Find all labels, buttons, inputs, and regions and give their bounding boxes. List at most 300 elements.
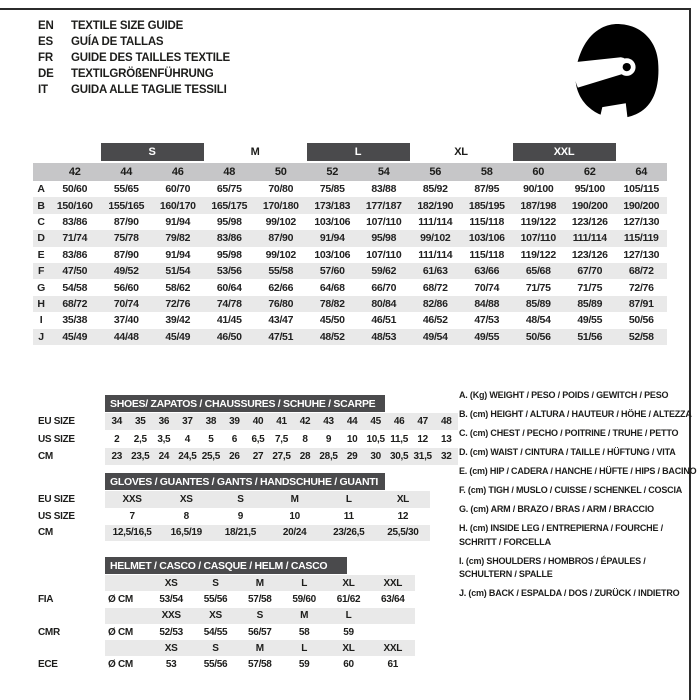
shoes-value: 25,5 [199,448,223,465]
size-header-46: 46 [152,163,204,181]
language-row-de [38,66,230,82]
size-value: 103/106 [461,230,513,246]
shoes-value: 2,5 [133,433,147,445]
size-value: 35/38 [62,314,88,327]
size-value: 78/82 [307,296,359,312]
size-value: 99/102 [410,230,462,246]
size-header-64: 64 [616,163,668,181]
size-band-l: L [307,143,410,161]
helmet-value: 61/62 [336,593,361,605]
shoes-row-label: EU SIZE [38,416,75,428]
size-value: 165/175 [204,197,256,213]
legend-item-a: A. (Kg) WEIGHT / PESO / POIDS / GEWITCH / PESO [459,390,669,400]
size-header-54: 54 [358,163,410,181]
size-value: 123/126 [571,215,608,228]
size-value: 95/98 [358,230,410,246]
size-value: 55/65 [113,183,139,196]
shoes-value: 31,5 [411,448,435,465]
shoes-value: 37 [176,413,200,430]
size-value: 55/58 [255,263,307,279]
size-value: 53/56 [204,263,256,279]
shoes-value: 47 [411,413,435,430]
gloves-value: 11 [343,510,354,522]
helmet-value: 53 [165,659,177,671]
guide-title: GUIDA ALLE TAGLIE TESSILI [71,84,227,96]
racing-helmet-icon [572,22,660,120]
helmet-value: 61 [387,659,399,671]
gloves-value: XL [376,491,430,508]
size-value: 48/53 [358,329,410,345]
gloves-value: XS [159,491,213,508]
size-value: 75/78 [101,230,153,246]
size-value: 87/90 [113,248,139,261]
size-value: 123/126 [571,248,608,261]
shoes-value: 24 [152,448,176,465]
shoes-value: 10,5 [366,433,385,445]
language-row-fr [38,50,230,66]
size-value: 127/130 [623,248,660,261]
shoes-value: 26 [223,448,247,465]
helmet-size-table [38,557,415,673]
size-value: 85/89 [564,296,616,312]
gloves-value: 8 [183,510,189,522]
helmet-size-header: XXL [371,575,415,591]
size-value: 49/54 [410,329,462,345]
size-value: 66/70 [371,281,397,294]
legend-item-b: B. (cm) HEIGHT / ALTURA / HAUTEUR / HÖHE / ALTEZZA [459,409,692,419]
legend-item-f: F. (cm) TIGH / MUSLO / CUISSE / SCHENKEL / COSCIA [459,485,683,495]
gloves-value: L [322,491,376,508]
row-letter-g: G [37,281,45,294]
shoes-value: 35 [129,413,153,430]
shoes-value: 4 [184,433,190,445]
shoes-value: 11,5 [390,433,409,445]
shoes-value: 27,5 [270,448,294,465]
size-value: 87/95 [474,183,500,196]
helmet-size-header: S [238,608,282,624]
size-value: 72/76 [628,281,654,294]
shoes-title: SHOES/ ZAPATOS / CHAUSSURES / SCHUHE / SCARPE [105,395,385,412]
helmet-value: 57/58 [248,593,272,605]
size-value: 95/100 [574,183,605,196]
size-value: 90/100 [523,183,554,196]
shoes-value: 6,5 [251,433,265,445]
size-header-44: 44 [101,163,153,181]
shoes-size-table [38,395,458,465]
size-value: 50/56 [513,329,565,345]
shoes-value: 2 [114,433,120,445]
gloves-value: XXS [105,491,159,508]
helmet-unit-label: Ø CM [108,626,133,638]
size-value: 46/50 [204,329,256,345]
helmet-label-spacer [38,557,105,575]
size-value: 99/102 [265,248,296,261]
size-value: 79/82 [152,230,204,246]
size-band-xxl: XXL [513,143,616,161]
size-value: 65/68 [513,263,565,279]
size-header-60: 60 [513,163,565,181]
size-value: 60/70 [165,183,191,196]
helmet-value: 56/57 [248,626,272,638]
guide-title: TEXTILE SIZE GUIDE [71,20,184,32]
helmet-header-spacer [38,575,105,591]
size-value: 47/51 [255,329,307,345]
shoes-value: 5 [208,433,214,445]
size-value: 83/86 [204,230,256,246]
size-value: 45/50 [319,314,345,327]
guide-title: GUIDE DES TAILLES TEXTILE [71,52,230,64]
row-letter-f: F [33,263,49,279]
language-row-en [38,18,230,34]
gloves-title: GLOVES / GUANTES / GANTS / HANDSCHUHE / GUANTI [105,473,385,490]
shoes-value: 34 [105,413,129,430]
size-value: 173/183 [307,197,359,213]
size-value: 190/200 [616,197,668,213]
shoes-value: 41 [270,413,294,430]
size-value: 46/51 [371,314,397,327]
legend-item-e: E. (cm) HIP / CADERA / HANCHE / HÜFTE / HIPS / BACINO [459,466,697,476]
size-value: 91/94 [165,248,191,261]
legend-item-d: D. (cm) WAIST / CINTURA / TAILLE / HÜFTUNG / VITA [459,447,676,457]
size-value: 68/72 [422,281,448,294]
gloves-value: 23/26,5 [322,525,376,542]
legend-item-j: J. (cm) BACK / ESPALDA / DOS / ZURÜCK / INDIETRO [459,588,680,598]
language-code: IT [38,84,48,96]
shoes-value: 23 [105,448,129,465]
shoes-value: 29 [340,448,364,465]
measurement-legend [459,389,697,606]
helmet-size-header: M [238,640,282,656]
size-value: 83/86 [62,248,88,261]
size-value: 83/86 [62,215,88,228]
legend-item-c: C. (cm) CHEST / PECHO / POITRINE / TRUHE / PETTO [459,428,679,438]
shoes-value: 43 [317,413,341,430]
shoes-value: 48 [434,413,458,430]
size-value: 67/70 [564,263,616,279]
helmet-value: 53/54 [159,593,183,605]
row-letter-i: I [39,314,43,327]
size-value: 84/88 [461,296,513,312]
helmet-size-header: S [193,640,237,656]
textile-size-table [33,143,667,345]
size-value: 52/58 [616,329,668,345]
shoes-value: 39 [223,413,247,430]
size-value: 56/60 [113,281,139,294]
size-value: 182/190 [410,197,462,213]
gloves-row-label: US SIZE [38,510,75,522]
size-header-62: 62 [564,163,616,181]
helmet-size-header: L [326,608,370,624]
size-value: 71/74 [49,230,101,246]
size-band-m: M [250,146,260,158]
size-value: 60/64 [216,281,242,294]
size-value: 45/49 [49,329,101,345]
size-value: 50/56 [628,314,654,327]
shoes-value: 24,5 [176,448,200,465]
helmet-title: HELMET / CASCO / CASQUE / HELM / CASCO [105,557,347,574]
gloves-value: 12 [397,510,409,522]
helmet-size-header: XXL [371,640,415,656]
size-value: 91/94 [165,215,191,228]
size-value: 51/54 [152,263,204,279]
shoes-value: 23,5 [129,448,153,465]
size-value: 43/47 [268,314,294,327]
size-value: 119/122 [520,248,556,261]
helmet-size-header: XS [193,608,237,624]
shoes-label-spacer [38,395,105,413]
gloves-label-spacer [38,473,105,491]
size-value: 107/110 [366,215,402,228]
size-value: 65/75 [216,183,242,196]
size-value: 82/86 [410,296,462,312]
helmet-size-header: XS [149,575,193,591]
shoes-value: 10 [346,433,358,445]
guide-title: TEXTILGRÖßENFÜHRUNG [71,68,214,80]
size-value: 37/40 [113,314,139,327]
size-value: 80/84 [358,296,410,312]
size-band-s: S [101,143,204,161]
size-value: 103/106 [314,215,351,228]
helmet-value: 63/64 [381,593,405,605]
size-value: 41/45 [216,314,242,327]
shoes-value: 40 [246,413,270,430]
size-value: 87/90 [113,215,139,228]
size-value: 85/89 [513,296,565,312]
size-value: 83/88 [371,183,397,196]
size-value: 91/94 [307,230,359,246]
size-header-52: 52 [307,163,359,181]
size-value: 46/52 [422,314,448,327]
gloves-value: 10 [289,510,300,522]
size-value: 111/114 [418,215,453,228]
size-value: 72/76 [152,296,204,312]
size-value: 68/72 [49,296,101,312]
shoes-value: 7,5 [274,433,288,445]
helmet-value: 52/53 [159,626,183,638]
helmet-size-header: L [282,575,326,591]
shoes-value: 44 [340,413,364,430]
size-value: 74/78 [204,296,256,312]
size-value: 99/102 [265,215,296,228]
gloves-value: 16,5/19 [159,525,213,542]
shoes-value: 13 [440,433,452,445]
helmet-value: 54/55 [203,626,228,638]
gloves-value: 7 [129,510,135,522]
size-value: 58/62 [165,281,191,294]
row-letter-e: E [37,248,45,261]
row-letter-b: B [33,197,49,213]
helmet-value: 58 [298,626,310,638]
helmet-value: 60 [343,659,354,671]
shoes-value: 42 [293,413,317,430]
helmet-value: 59 [298,659,310,671]
row-letter-c: C [37,215,45,228]
size-value: 50/60 [62,183,88,196]
size-value: 59/62 [358,263,410,279]
helmet-value: 55/56 [203,593,228,605]
size-value: 48/52 [307,329,359,345]
helmet-size-header: XS [149,640,193,656]
size-value: 107/110 [366,248,402,261]
helmet-standard-label: FIA [38,593,54,605]
size-value: 107/110 [513,230,565,246]
shoes-value: 8 [302,433,308,445]
size-value: 70/74 [101,296,153,312]
size-value: 45/49 [152,329,204,345]
size-value: 54/58 [62,281,88,294]
size-band-spacer [33,143,101,161]
size-value: 111/114 [418,248,453,261]
gloves-row-label: CM [38,527,53,539]
shoes-value: 27 [246,448,270,465]
shoes-value: 32 [434,448,458,465]
row-letter-j: J [33,329,49,345]
size-value: 190/200 [564,197,616,213]
shoes-value: 38 [199,413,223,430]
shoes-value: 3,5 [157,433,171,445]
size-header-58: 58 [461,163,513,181]
helmet-size-header: XXS [149,608,193,624]
size-value: 70/80 [268,183,294,196]
shoes-value: 30,5 [387,448,411,465]
gloves-value: 18/21,5 [213,525,267,542]
helmet-value [371,624,415,640]
helmet-unit-spacer [105,608,149,624]
helmet-size-header: M [282,608,326,624]
gloves-value: S [213,491,267,508]
size-header-56: 56 [410,163,462,181]
helmet-value: 55/56 [203,659,228,671]
size-value: 76/80 [255,296,307,312]
helmet-value: 59 [343,626,354,638]
size-value: 95/98 [216,215,242,228]
row-letter-a: A [37,183,45,196]
size-value: 39/42 [165,314,191,327]
size-value: 95/98 [216,248,242,261]
gloves-value: M [268,491,322,508]
size-value: 170/180 [255,197,307,213]
gloves-value: 9 [237,510,244,522]
helmet-size-header: XL [326,640,370,656]
helmet-standard-label: CMR [38,626,60,638]
size-value: 49/55 [461,329,513,345]
row-letter-d: D [33,230,49,246]
frame-border-top [0,8,691,10]
helmet-header-spacer [38,608,105,624]
size-value: 57/60 [307,263,359,279]
gloves-value: 20/24 [268,525,322,542]
shoes-row-label: US SIZE [38,433,75,445]
gloves-row-label: EU SIZE [38,493,75,505]
helmet-unit-spacer [105,575,149,591]
size-value: 44/48 [101,329,153,345]
helmet-header-spacer [38,640,105,656]
size-value: 160/170 [152,197,204,213]
shoes-value: 12 [417,433,428,445]
helmet-value: 59/60 [292,593,316,605]
size-value: 70/74 [474,281,500,294]
size-header-50: 50 [255,163,307,181]
size-value: 61/63 [410,263,462,279]
helmet-size-header: XL [326,575,370,591]
shoes-value: 28,5 [317,448,341,465]
helmet-size-header: L [282,640,326,656]
size-value: 62/66 [268,281,294,294]
gloves-size-table [38,473,430,541]
size-value: 111/114 [564,230,616,246]
guide-title: GUÍA DE TALLAS [71,36,164,48]
shoes-value: 9 [325,433,332,445]
language-code: FR [38,52,53,64]
shoes-row-label: CM [38,450,53,462]
size-header-corner [33,163,49,181]
language-title-list [38,18,230,98]
shoes-value: 45 [364,413,388,430]
size-value: 115/118 [469,215,505,228]
size-value: 51/56 [564,329,616,345]
size-value: 115/118 [469,248,505,261]
helmet-unit-spacer [105,640,149,656]
language-code: DE [38,68,54,80]
legend-item-i: I. (cm) SHOULDERS / HOMBROS / ÉPAULES / SCHULTERN / SPALLE [459,555,646,579]
shoes-value: 30 [364,448,388,465]
size-header-48: 48 [204,163,256,181]
helmet-unit-label: Ø CM [108,593,133,605]
language-row-es [38,34,230,50]
size-value: 63/66 [461,263,513,279]
size-value: 68/72 [616,263,668,279]
helmet-size-header: M [238,575,282,591]
gloves-value: 25,5/30 [376,525,430,542]
size-value: 87/91 [616,296,668,312]
legend-item-g: G. (cm) ARM / BRAZO / BRAS / ARM / BRACCIO [459,504,654,514]
helmet-standard-label: ECE [38,659,58,671]
size-value: 75/85 [319,183,345,196]
row-letter-h: H [33,296,49,312]
size-band-xl: XL [454,146,468,158]
size-value: 155/165 [101,197,153,213]
helmet-size-header: S [193,575,237,591]
size-value: 71/75 [577,281,603,294]
legend-item-h: H. (cm) INSIDE LEG / ENTREPIERNA / FOURCHE / SCHRITT / FORCELLA [459,523,663,547]
size-value: 187/198 [513,197,565,213]
size-value: 87/90 [255,230,307,246]
language-code: EN [38,20,54,32]
size-value: 103/106 [314,248,351,261]
shoes-value: 28 [293,448,317,465]
gloves-value: 12,5/16,5 [105,525,159,542]
size-value: 49/55 [577,314,603,327]
size-value: 127/130 [623,215,660,228]
size-value: 177/187 [358,197,410,213]
size-band-spacer [616,143,668,161]
size-value: 71/75 [525,281,551,294]
shoes-value: 36 [152,413,176,430]
size-header-42: 42 [49,163,101,181]
size-value: 105/115 [623,183,659,196]
size-value: 48/54 [525,314,551,327]
helmet-value: 57/58 [248,659,272,671]
size-value: 185/195 [461,197,513,213]
size-value: 150/160 [49,197,101,213]
size-value: 115/119 [616,230,668,246]
size-value: 49/52 [101,263,153,279]
size-value: 64/68 [319,281,345,294]
size-value: 47/53 [474,314,500,327]
language-code: ES [38,36,53,48]
shoes-value: 46 [387,413,411,430]
size-value: 85/92 [422,183,448,196]
